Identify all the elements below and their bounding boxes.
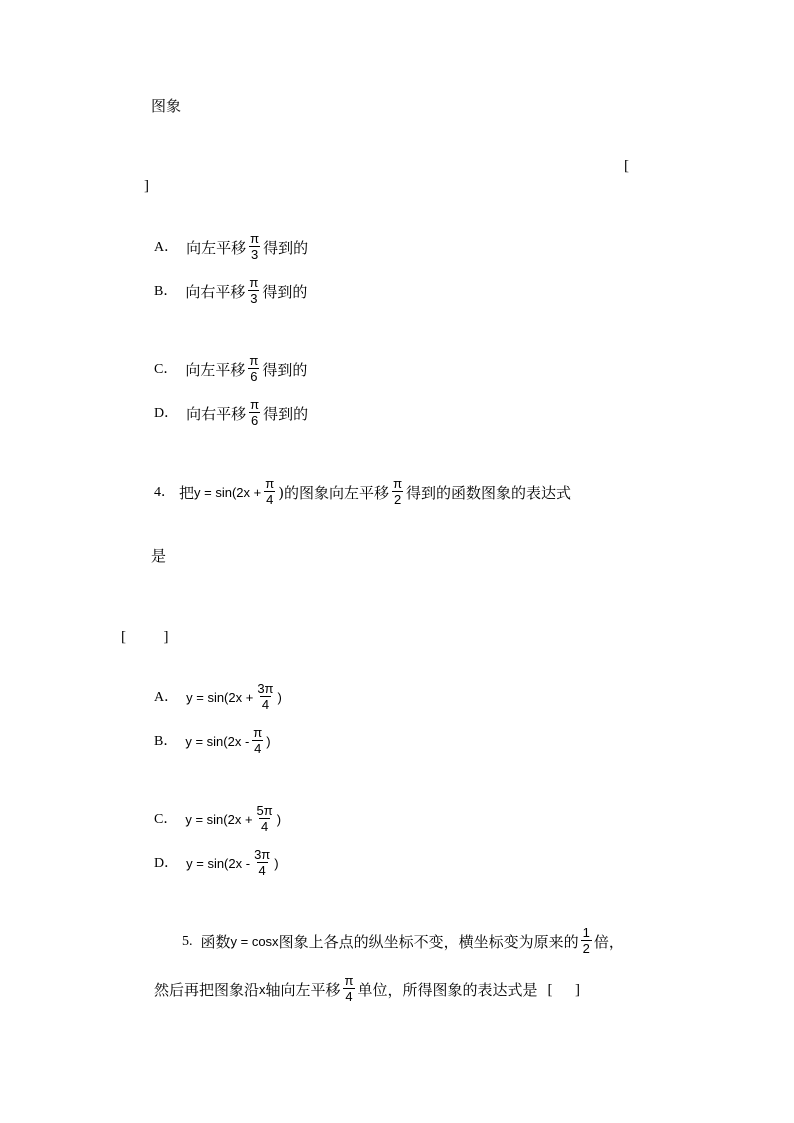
fraction [391,476,404,507]
fraction-denominator: 6 [251,413,259,428]
fraction [248,397,261,428]
fraction-denominator: 2 [393,492,402,507]
fraction-numerator: π [393,476,403,491]
math-expression: y = sin(2x + [185,811,253,827]
option-prefix: 向右平移 [185,282,246,301]
question-number: 5. [182,933,193,949]
question-number: 4． [154,484,175,500]
option-label: A． [154,239,179,255]
option-suffix: 得到的 [262,282,308,301]
option-label: D． [154,405,179,421]
fraction [247,275,260,306]
math-close: ) [266,733,271,749]
q5-question-line2 [154,974,580,1005]
option-suffix: 得到的 [263,404,309,423]
fraction-numerator: 3π [257,681,274,696]
fraction [248,231,261,262]
question-text: 然后再把图象沿 [154,980,260,999]
fraction-numerator: π [344,973,354,988]
fraction [255,681,275,712]
math-expression: y = sin(2x - [186,855,251,871]
fraction [252,847,272,878]
bracket-close: ] [144,178,149,194]
option-label: D． [154,855,179,871]
q4-option-b [154,726,271,757]
question-text: 函数 [200,932,231,951]
question-text: 把 [179,483,195,502]
q5-question-line1 [182,926,624,957]
fraction-denominator: 4 [266,492,274,507]
fraction [255,803,275,834]
option-label: C． [154,361,178,377]
option-prefix: 向左平移 [185,360,246,379]
q3-option-a [154,232,308,263]
math-close: ) [276,811,282,827]
fraction-numerator: 5π [256,803,273,818]
math-expression: y = sin(2x + [194,484,262,500]
fraction [251,725,264,756]
q4-option-d [154,848,279,879]
q4-line2: 是 [151,547,167,565]
fraction-denominator: 4 [261,697,270,712]
fraction-numerator: π [250,397,260,412]
fraction-numerator: π [249,275,259,290]
q4-option-c [154,804,281,835]
option-label: B． [154,733,178,749]
math-expression: y = cosx [230,933,279,949]
fraction-denominator: 4 [258,863,266,878]
option-label: C． [154,811,178,827]
option-label: A． [154,689,179,705]
option-prefix: 向左平移 [186,238,247,257]
q4-option-a [154,682,282,713]
option-suffix: 得到的 [262,360,308,379]
fraction-denominator: 4 [261,819,269,834]
fraction-numerator: 3π [254,847,271,862]
fraction-denominator: 6 [250,369,258,384]
fraction-denominator: 3 [251,247,259,262]
math-expression: y = sin(2x + [186,689,254,705]
fraction [581,925,592,956]
option-prefix: 向右平移 [186,404,247,423]
math-variable: x [259,981,266,997]
q3-option-c [154,354,307,385]
question-text: 单位，所得图象的表达式是 [357,980,538,999]
option-label: B． [154,283,178,299]
bracket-open: [ [624,158,629,174]
q4-question [154,477,571,508]
question-text: 得到的函数图象的表达式 [406,483,572,502]
q4-answer-bracket: [ ] [121,629,169,645]
fraction-denominator: 3 [250,291,258,306]
question-text: )的图象向左平移 [278,483,390,502]
text-line-top: 图象 [151,97,182,115]
question-text: 倍， [593,932,624,951]
fraction [263,476,276,507]
option-suffix: 得到的 [263,238,309,257]
math-close: ) [274,855,279,871]
fraction-numerator: π [265,476,275,491]
math-close: ) [277,689,282,705]
fraction [247,353,260,384]
fraction-numerator: 1 [582,925,590,940]
fraction-numerator: π [249,353,259,368]
fraction-denominator: 2 [582,941,590,956]
q3-option-b [154,276,307,307]
question-text: 轴向左平移 [265,980,341,999]
fraction-denominator: 4 [254,741,262,756]
fraction-numerator: π [253,725,263,740]
q5-answer-bracket: [ ] [547,981,581,998]
question-text: 图象上各点的纵坐标不变，横坐标变为原来的 [278,932,579,951]
fraction [343,973,356,1004]
q3-option-d [154,398,308,429]
fraction-denominator: 4 [345,989,353,1004]
math-expression: y = sin(2x - [185,733,250,749]
fraction-numerator: π [250,231,260,246]
